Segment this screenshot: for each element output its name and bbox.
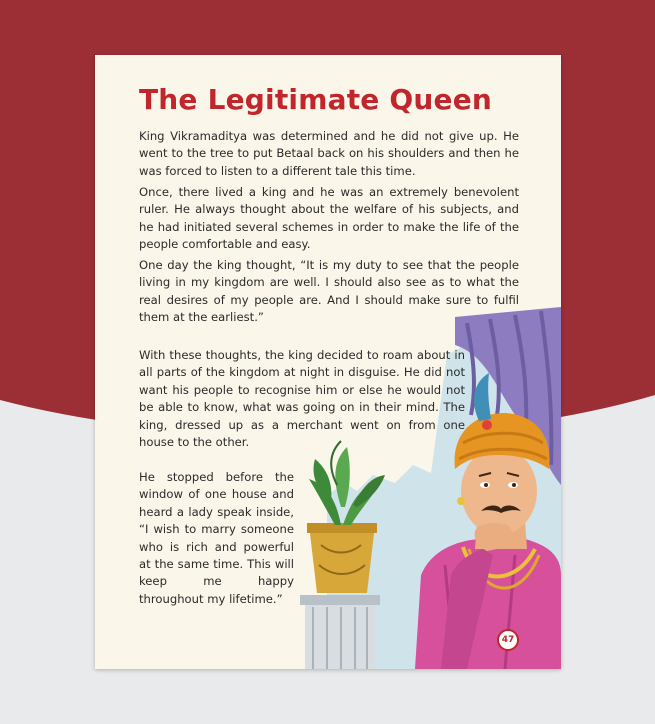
paragraph: Once, there lived a king and he was an extremely benevolent ruler. He always thought about the welfare of his subjects, and he had initiated several schemes in order to make the life of the people comfortable and easy. [139,185,519,252]
paragraph: King Vikramaditya was determined and he did not give up. He went to the tree to put Betaal back on his shoulders and then he was forced to listen to a different tale this time. [139,129,519,178]
paragraph: One day the king thought, “It is my duty to see that the people living in my kingdom are well. I should also see as to what the real desires of my people are. And I should make sure to fulfil them at the earliest.” [139,258,519,325]
page-title: The Legitimate Queen [139,83,493,116]
page-number: 47 [497,629,519,651]
paragraph: He stopped before the window of one house and heard a lady speak inside, “I wish to marry someone who is rich and powerful at the same time. This will keep me happy throughout my lifetime.” [139,470,294,606]
paragraph: With these thoughts, the king decided to roam about in all parts of the kingdom at night in disguise. He did not want his people to recognise him or else he would not be able to know, what was going on in their mind. The king, dressed up as a merchant went on from one house to the other. [139,348,465,450]
book-page [95,55,561,669]
